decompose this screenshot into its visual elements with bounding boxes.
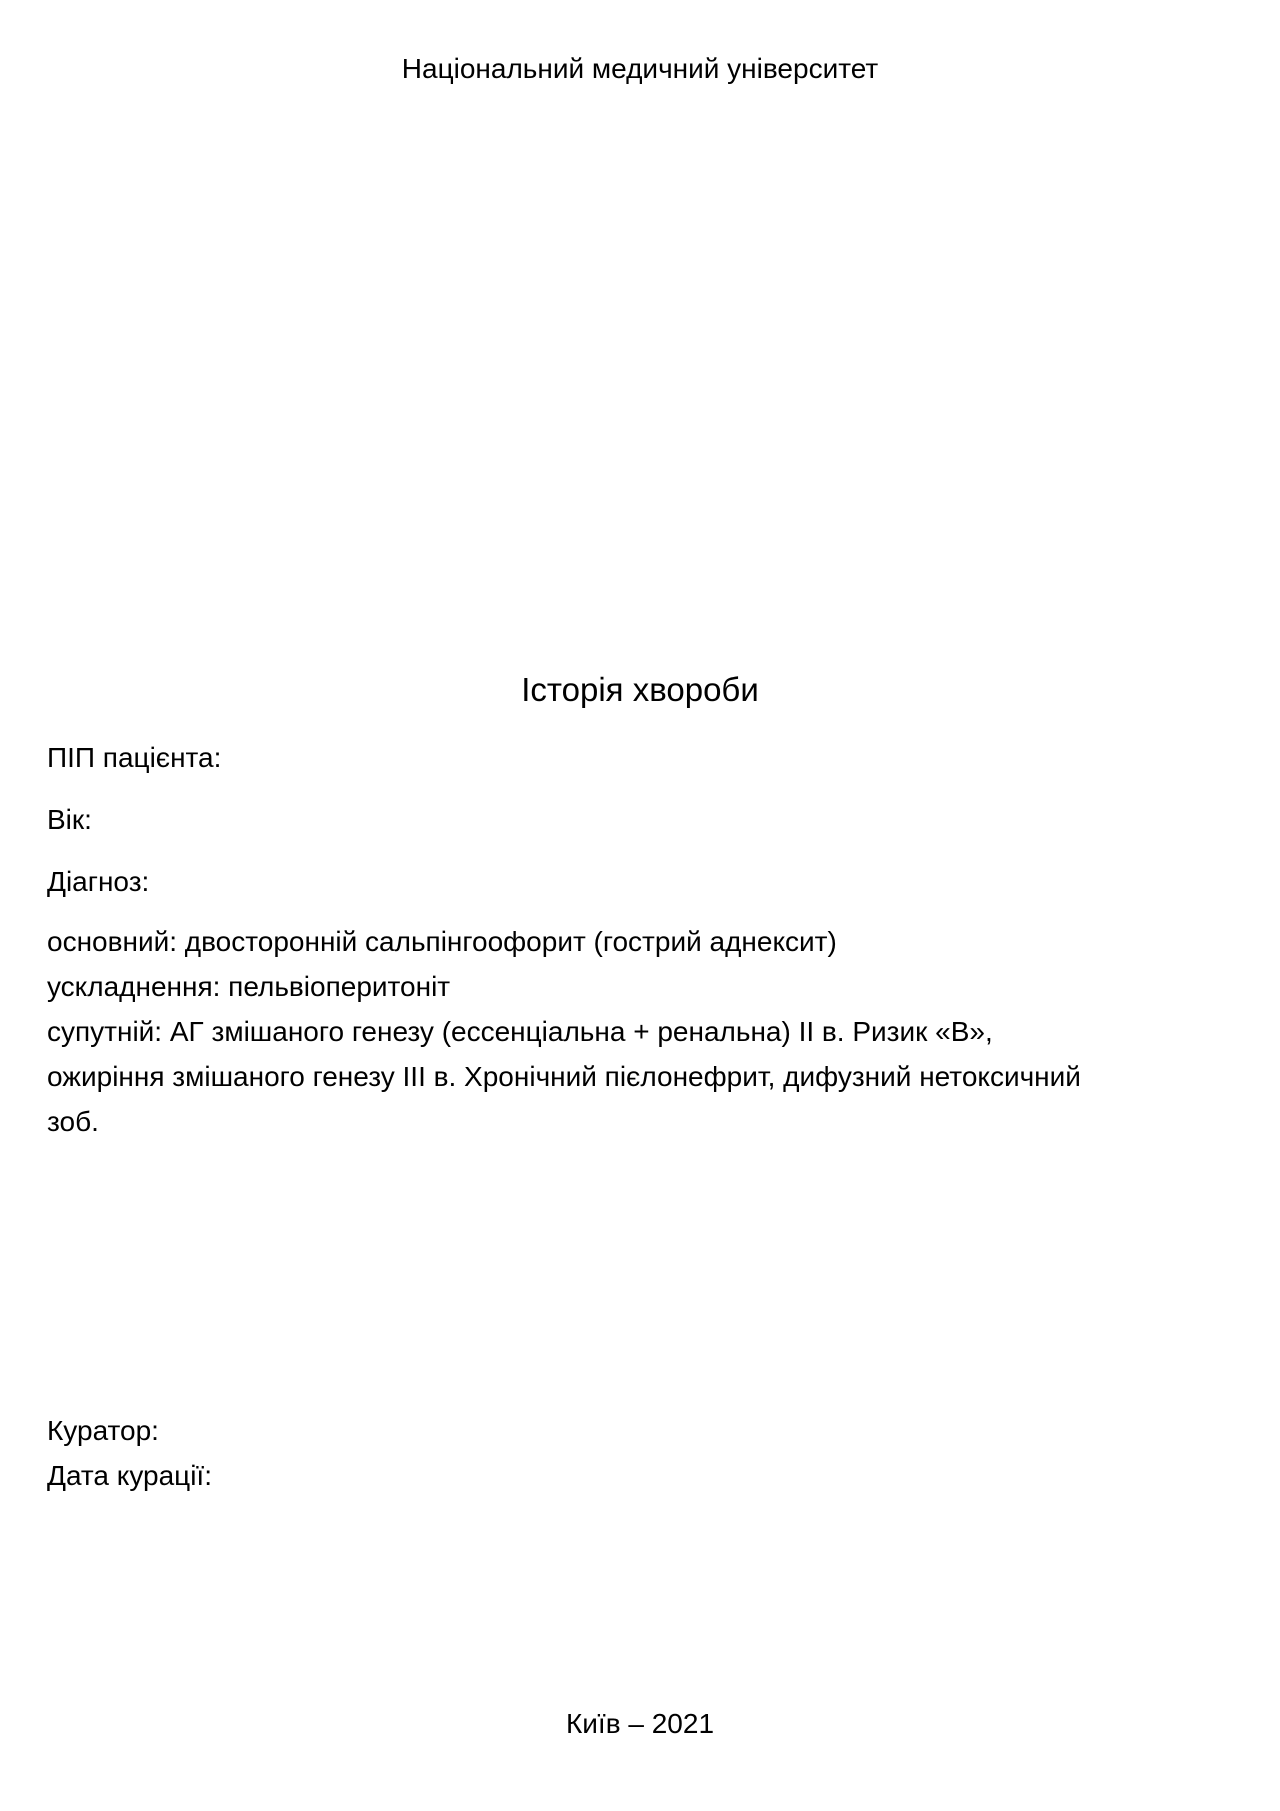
curation-date-label: Дата курації: [47,1460,212,1491]
diagnosis-concomitant-line-3: зоб. [47,1106,99,1137]
curator-label: Куратор: [47,1415,159,1446]
university-name: Національний медичний університет [401,53,879,84]
diagnosis-concomitant-line-2: ожиріння змішаного генезу ІІІ в. Хронічний пієлонефрит, дифузний нетоксичний [47,1061,1081,1092]
diagnosis-complication: ускладнення: пельвіоперитоніт [47,971,451,1002]
city-year: Київ – 2021 [565,1708,715,1739]
diagnosis-concomitant-line-1: супутній: АГ змішаного генезу (ессенціальна + ренальна) ІІ в. Ризик «В», [47,1016,993,1047]
document-title: Історія хвороби [521,671,759,708]
patient-name-label: ПІП пацієнта: [47,742,222,773]
age-label: Вік: [47,804,92,835]
diagnosis-label: Діагноз: [47,866,150,897]
diagnosis-main: основний: двосторонній сальпінгоофорит (гострий аднексит) [47,926,837,957]
